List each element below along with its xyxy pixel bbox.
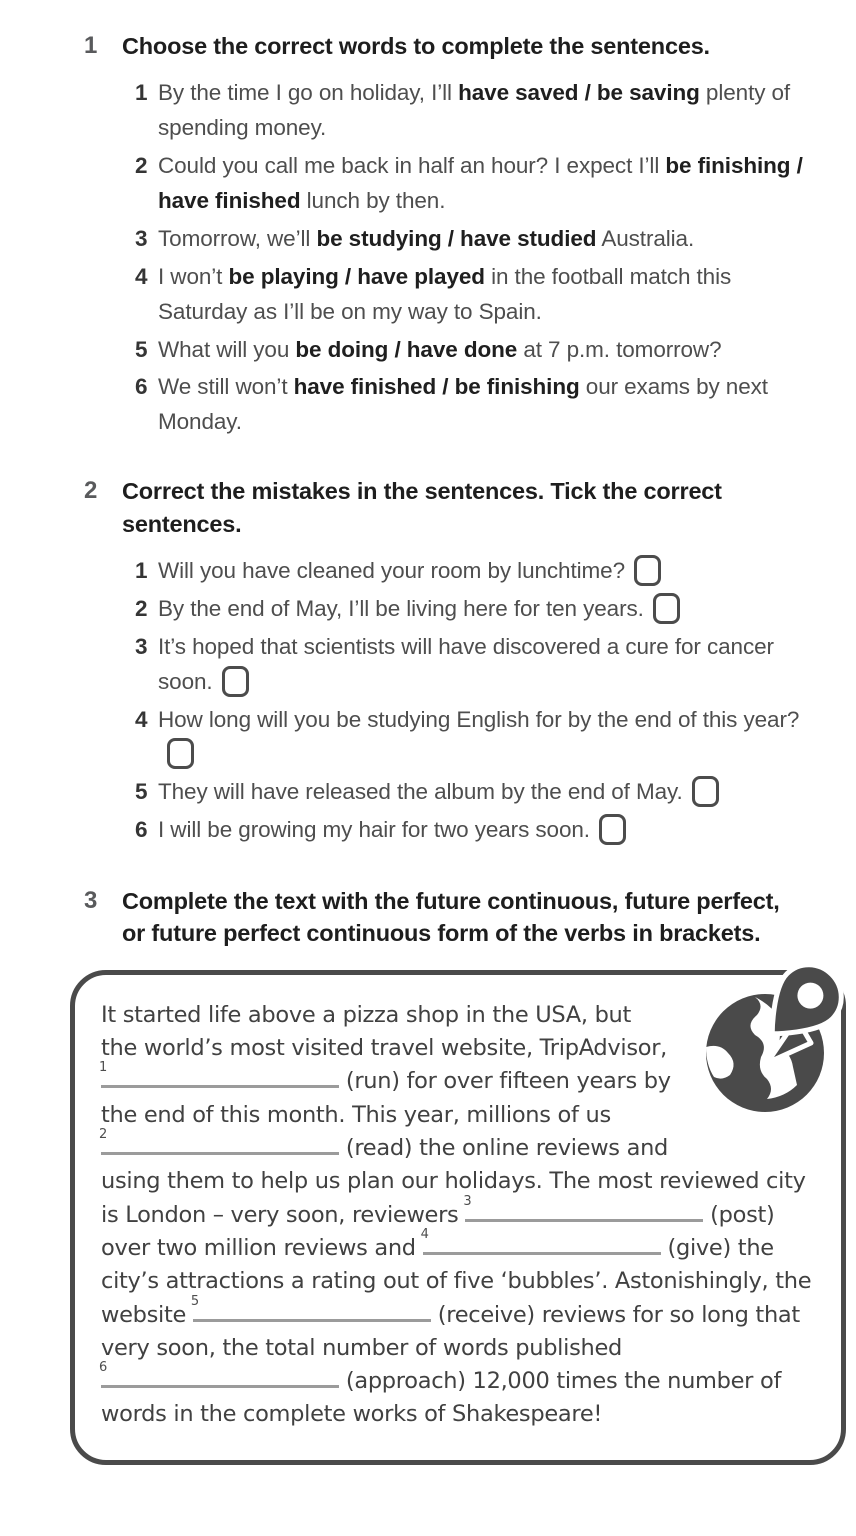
sentence-text: It’s hoped that scientists will have discovered a cure for cancer soon. xyxy=(158,633,774,694)
item-number: 4 xyxy=(135,706,148,732)
tick-checkbox[interactable] xyxy=(634,555,661,586)
exercise-items xyxy=(122,76,822,440)
sentence-text: plenty of spending money. xyxy=(158,80,791,141)
item-text xyxy=(158,554,806,589)
item-number: 5 xyxy=(135,336,148,362)
sentence-text: Australia. xyxy=(596,225,695,251)
reading-text-box xyxy=(70,970,846,1465)
sentence-text: Could you call me back in half an hour? I expect I’ll xyxy=(158,153,666,179)
blank-number: 6 xyxy=(99,1360,107,1376)
exercise-1 xyxy=(84,30,836,443)
sentence-text: They will have released the album by the end of May. xyxy=(158,779,683,805)
sentence-text: Will you have cleaned your room by lunchtime? xyxy=(158,558,625,584)
item-row xyxy=(122,775,822,810)
tick-checkbox[interactable] xyxy=(599,814,626,845)
box-text: It started life above a pizza shop in the USA, but the world’s most visited travel website, TripAdvisor, xyxy=(101,1001,668,1062)
sentence-text: in the football match this Saturday as I’ll be on my way to Spain. xyxy=(158,263,732,324)
exercise-number: 1 xyxy=(84,32,98,59)
blank-number: 2 xyxy=(99,1127,107,1143)
sentence-text: lunch by then. xyxy=(300,188,446,214)
globe-pin-icon xyxy=(693,961,853,1121)
item-number: 2 xyxy=(135,153,148,179)
item-text xyxy=(158,370,806,440)
fill-in-blank-6[interactable] xyxy=(99,1360,339,1388)
box-text: (read) the online reviews and using them to help us plan our holidays. The most reviewed city is London – very soon, reviewers xyxy=(101,1135,806,1228)
item-number: 6 xyxy=(135,374,148,400)
item-row xyxy=(122,76,822,146)
item-row xyxy=(122,333,822,368)
item-row xyxy=(122,592,822,627)
sentence-text: We still won’t xyxy=(158,374,294,400)
exercise-instruction: Correct the mistakes in the sentences. Tick the correct sentences. xyxy=(122,478,722,537)
blank-number: 5 xyxy=(190,1293,199,1309)
fill-in-blank-1[interactable] xyxy=(99,1060,339,1088)
item-row xyxy=(122,222,822,257)
item-text xyxy=(158,630,806,700)
item-row xyxy=(122,370,822,440)
box-text: (give) the city’s attractions a rating out of five ‘bubbles’. Astonishingly, the website xyxy=(101,1234,812,1328)
exercise-number: 2 xyxy=(84,477,98,505)
box-text: (post) over two million reviews and xyxy=(101,1201,775,1261)
item-row xyxy=(122,813,822,848)
item-text xyxy=(158,592,806,627)
item-number: 5 xyxy=(135,779,148,805)
exercise-2 xyxy=(84,475,836,851)
sentence-text: I won’t xyxy=(158,263,229,289)
item-text xyxy=(158,333,806,368)
blank-number: 1 xyxy=(99,1060,107,1076)
sentence-text: I will be growing my hair for two years soon. xyxy=(158,817,590,843)
tick-checkbox[interactable] xyxy=(692,776,719,807)
fill-in-blank-4[interactable] xyxy=(420,1226,661,1255)
item-text xyxy=(158,222,806,257)
tick-checkbox[interactable] xyxy=(167,738,194,769)
item-number: 1 xyxy=(135,558,148,584)
word-choice[interactable]: have saved / be saving xyxy=(458,80,700,106)
word-choice[interactable]: be studying / have studied xyxy=(316,225,597,251)
item-number: 6 xyxy=(135,817,148,843)
item-row xyxy=(122,554,822,589)
sentence-text: By the end of May, I’ll be living here for ten years. xyxy=(158,595,644,621)
word-choice[interactable]: have finished / be finishing xyxy=(293,374,580,400)
box-text: (approach) 12,000 times the number of words in the complete works of Shakespeare! xyxy=(101,1368,782,1428)
blank-number: 3 xyxy=(463,1193,472,1209)
blank-number: 4 xyxy=(420,1226,429,1242)
sentence-text: Tomorrow, we’ll xyxy=(158,225,317,251)
item-row xyxy=(122,630,822,700)
exercise-instruction: Complete the text with the future continuous, future perfect, or future perfect continuous form of the verbs in brackets. xyxy=(122,888,780,947)
exercise-number: 3 xyxy=(84,887,98,915)
item-number: 4 xyxy=(135,263,148,289)
exercise-3 xyxy=(84,885,836,950)
item-text xyxy=(158,260,806,330)
exercise-items xyxy=(122,554,822,848)
item-row xyxy=(122,149,822,219)
item-text xyxy=(158,813,806,848)
sentence-text: How long will you be studying English for by the end of this year? xyxy=(158,706,800,732)
item-text xyxy=(158,149,806,219)
tick-checkbox[interactable] xyxy=(653,593,680,624)
box-text: (run) for over fifteen years by the end of this month. This year, millions of us xyxy=(101,1068,671,1128)
item-text xyxy=(158,76,806,146)
sentence-text: By the time I go on holiday, I’ll xyxy=(158,80,459,106)
item-row xyxy=(122,260,822,330)
tick-checkbox[interactable] xyxy=(222,666,249,697)
item-text xyxy=(158,703,806,773)
word-choice[interactable]: be playing / have played xyxy=(228,263,485,289)
box-text: (receive) reviews for so long that very soon, the total number of words published xyxy=(101,1301,800,1361)
item-text xyxy=(158,775,806,810)
fill-in-blank-3[interactable] xyxy=(463,1193,703,1222)
item-number: 3 xyxy=(135,633,148,659)
fill-in-blank-5[interactable] xyxy=(190,1293,431,1322)
sentence-text: at 7 p.m. tomorrow? xyxy=(517,336,722,362)
sentence-text: our exams by next Monday. xyxy=(158,374,768,435)
exercise-instruction: Choose the correct words to complete the sentences. xyxy=(122,33,710,59)
item-number: 1 xyxy=(135,80,148,106)
item-number: 3 xyxy=(135,225,148,251)
word-choice[interactable]: be doing / have done xyxy=(295,336,518,362)
item-row xyxy=(122,703,822,773)
fill-in-blank-2[interactable] xyxy=(99,1127,339,1155)
word-choice[interactable]: be finishing / have finished xyxy=(158,153,803,214)
item-number: 2 xyxy=(135,595,148,621)
sentence-text: What will you xyxy=(158,336,296,362)
